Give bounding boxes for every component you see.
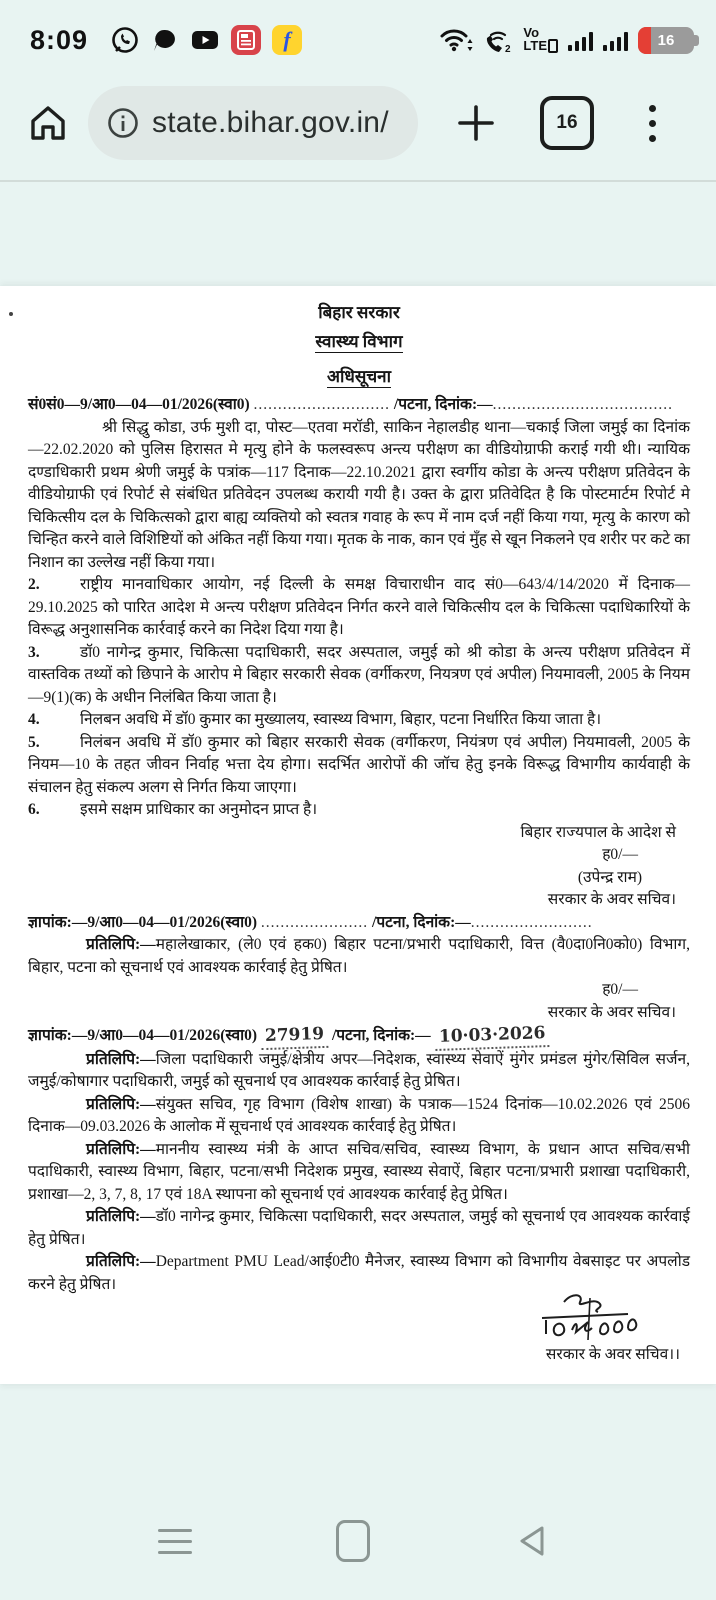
- memo-line-2: ज्ञापांक:—9/आ0—04—01/2026(स्वा0) 27919 /पटना, दिनांक:— 10·03·2026: [28, 1024, 690, 1049]
- paragraph-3: 3. डॉ0 नागेन्द्र कुमार, चिकित्सा पदाधिकारी, सदर अस्पताल, जमुई को श्री कोडा के अन्त्य परीक्षण प्रतिवेदन में वास्तविक तथ्यों को छिपाने के आरोप मे बिहार सरकारी सेवक (वर्गीकरण, नियत्रण एवं अपील) नियमावली, 2005 के नियम—9(1)(क) के अधीन निलंबित किया जाता है।: [28, 643, 690, 706]
- browser-menu-button[interactable]: [642, 105, 662, 142]
- whatsapp-icon: [110, 25, 140, 55]
- signatory-title-3: सरकार के अवर सचिव।।: [545, 1346, 680, 1363]
- battery-icon: [638, 27, 694, 54]
- final-signature-block: [28, 1296, 690, 1368]
- home-nav-button[interactable]: [336, 1520, 370, 1562]
- status-bar: [0, 0, 716, 66]
- status-indicators: [439, 26, 694, 54]
- paragraph-6: 6. इसमे सक्षम प्राधिकार का अनुमोदन प्राप्त है।: [28, 801, 318, 818]
- address-bar[interactable]: [88, 86, 418, 160]
- copy-to-5: प्रतिलिपि:—डॉ0 नागेन्द्र कुमार, चिकित्सा पदाधिकारी, सदर अस्पताल, जमुई को सूचनार्थ एव आवश्यक कार्रवाई हेतु प्रेषित।: [28, 1208, 690, 1248]
- plus-icon: [454, 101, 498, 145]
- battery-percent: 16: [657, 31, 675, 49]
- youtube-icon: [190, 26, 220, 54]
- recents-button[interactable]: [158, 1529, 192, 1554]
- kebab-menu-icon: [649, 105, 656, 112]
- tab-switcher-button[interactable]: [540, 96, 594, 150]
- page-background-gap: [0, 182, 716, 286]
- copy-to-2: प्रतिलिपि:—जिला पदाधिकारी जमुई/क्षेत्रीय अपर—निदेशक, स्वास्थ्य सेवाऐं मुंगेर प्रमंडल मुंगेर/सिविल सर्जन, जमुई/कोषागार पदाधिकारी, जमुई को सूचनार्थ एव आवश्यक कार्रवाई हेतु प्रेषित।: [28, 1050, 690, 1090]
- signatory-title-2: सरकार के अवर सचिव।: [547, 1003, 676, 1021]
- info-icon: [106, 106, 140, 140]
- paragraph-5: 5. निलंबन अवधि में डॉ0 कुमार को बिहार सरकारी सेवक (वर्गीकरण, नियंत्रण एवं अपील) नियमावली, 2005 के नियम—10 के तहत जीवन निर्वाह भत्ता देय होगा। सदर्भित आरोपों की जॉच हेतु इनके विरूद्ध विभागीय कार्यवाही के संचालन हेतु संकल्प अलग से निर्गत किया जाएगा।: [28, 733, 690, 796]
- handwritten-dispatch-date: 10·03·2026: [434, 1022, 549, 1050]
- recents-icon: [158, 1529, 192, 1554]
- paragraph-2: 2. राष्ट्रीय मानवाधिकार आयोग, नई दिल्ली के समक्ष विचाराधीन वाद सं0—643/4/14/2020 में दिनाक—29.10.2025 को पारित आदेश मे अन्त्य परीक्षण प्रतिवेदन निर्गत करने वाले चिकित्सीय दल के चिकित्सा पदाधिकारियों के विरूद्ध अनुशासनिक कार्रवाई करने का निदेश दिया गया है।: [28, 576, 690, 638]
- back-button[interactable]: [514, 1522, 548, 1560]
- copy-to-6: प्रतिलिपि:—Department PMU Lead/आई0टी0 मैनेजर, स्वास्थ्य विभाग को विभागीय वेबसाइट पर अपलोड करने हेतु प्रेषित।: [28, 1253, 690, 1293]
- handwritten-dispatch-number: 27919: [260, 1023, 328, 1050]
- doc-title-department: स्वास्थ्य विभाग: [315, 332, 403, 351]
- flipkart-icon: f: [272, 25, 302, 55]
- doc-title-notification: अधिसूचना: [327, 367, 391, 386]
- url-text: state.bihar.gov.in/: [152, 106, 389, 139]
- home-icon: [27, 102, 69, 144]
- signature-scribble: [524, 1288, 644, 1348]
- copy-to-3: प्रतिलिपि:—संयुक्त सचिव, गृह विभाग (विशेष शाखा) के पत्राक—1524 दिनांक—10.02.2026 एवं 2506 दिनाक—09.03.2026 के आलोक में सूचनार्थ एवं आवश्यक कार्रवाई हेतु प्रेषित।: [28, 1095, 690, 1135]
- vowifi-call-icon: [483, 26, 513, 54]
- wifi-icon: [439, 27, 473, 53]
- tab-count: 16: [556, 112, 578, 133]
- signal-bars-sim2: [603, 29, 628, 51]
- doc-title-government: बिहार सरकार: [318, 303, 400, 322]
- copy-to-4: प्रतिलिपि:—माननीय स्वास्थ्य मंत्री के आप्त सचिव/सचिव, स्वास्थ्य विभाग, के प्रधान आप्त सचिव/सभी पदाधिकारी, स्वास्थ्य विभाग, बिहार, पटना/सभी निदेशक प्रमुख, स्वास्थ्य सेवाऐं, बिहार पटना/प्रभारी प्रशाखा पदाधिकारी, प्रशाखा—2, 3, 7, 8, 17 एवं 18A स्थापना को सूचनार्थ एवं आवश्यक कार्रवाई हेतु प्रेषित।: [28, 1140, 690, 1203]
- signatory-name: (उपेन्द्र राम): [577, 868, 642, 886]
- copy-to-1: प्रतिलिपि:—महालेखाकार, (ले0 एवं हक0) बिहार पटना/प्रभारी पदाधिकारी, वित्त (वै0दा0नि0को0) विभाग, बिहार, पटना को सूचनार्थ एवं आवश्यक कार्रवाई हेतु प्रेषित।: [28, 936, 690, 976]
- back-icon: [514, 1522, 548, 1560]
- new-tab-button[interactable]: [452, 99, 500, 147]
- clock: 8:09: [30, 24, 89, 55]
- home-nav-icon: [336, 1520, 370, 1562]
- reader-app-icon: [231, 25, 261, 55]
- signature-hash-1: ह0/—: [602, 846, 638, 863]
- signatory-title-1: सरकार के अवर सचिव।: [547, 891, 676, 908]
- margin-dot: [9, 312, 13, 316]
- order-by-line: बिहार राज्यपाल के आदेश से: [520, 823, 676, 841]
- paragraph-1: श्री सिद्धु कोडा, उर्फ मुशी दा, पोस्ट—एतवा मरॉडी, साकिन नेहालडीह थाना—चकाई जिला जमुई का दिनांक—22.02.2020 को पुलिस हिरासत मे मृत्यु होने के फलस्वरूप अन्त्य परीक्षण का वीडियोग्राफी कराई गयी थी। न्यायिक दण्डाधिकारी प्रथम श्रेणी जमुई के पत्रांक—117 दिनाक—22.10.2021 द्वारा स्वर्गीय कोडा के अन्त्य परीक्षण प्रतिवेदन के वीडियोग्राफी एवं रिपोर्ट से संबंधित प्रतिवेदन उपलब्ध करायी गयी है। उक्त के द्वारा प्रतिवेदित है कि पोस्टमार्टम रिपोर्ट मे चिकित्सीय दल के चिकित्सको द्वारा बाह्य व्यक्तियो को स्वतत्र गवाह के रूप में नाम दर्ज नहीं किया गया, मृत्यु के कारण को चिन्हित करने वाले विशिष्टियों को अंकित नहीं किया गया। मृतक के नाक, कान एवं मुँह से खून निकलने एव शरीर पर कटे का निशान का उल्लेख नहीं किया गया।: [28, 418, 690, 571]
- android-nav-bar: [0, 1482, 716, 1600]
- reference-number-line: सं0सं0—9/आ0—04—01/2026(स्वा0) ............................ /पटना, दिनांक:—.....................................: [28, 396, 673, 413]
- volte-indicator: Vo LTE: [523, 27, 558, 53]
- memo-line-1: ज्ञापांक:—9/आ0—04—01/2026(स्वा0) ...................... /पटना, दिनांक:—.........................: [28, 913, 593, 931]
- paragraph-4: 4. निलबन अवधि में डॉ0 कुमार का मुख्यालय, स्वास्थ्य विभाग, बिहार, पटना निर्धारित किया जाता है।: [28, 711, 602, 728]
- notification-document: [0, 286, 716, 1384]
- svg-text:2: 2: [505, 44, 511, 54]
- home-button[interactable]: [26, 101, 70, 145]
- signal-bars-sim1: [568, 29, 593, 51]
- notification-icons: [110, 25, 302, 55]
- browser-toolbar: [0, 66, 716, 182]
- chat-bubble-icon: [151, 26, 179, 54]
- signature-hash-2: ह0/—: [602, 981, 638, 998]
